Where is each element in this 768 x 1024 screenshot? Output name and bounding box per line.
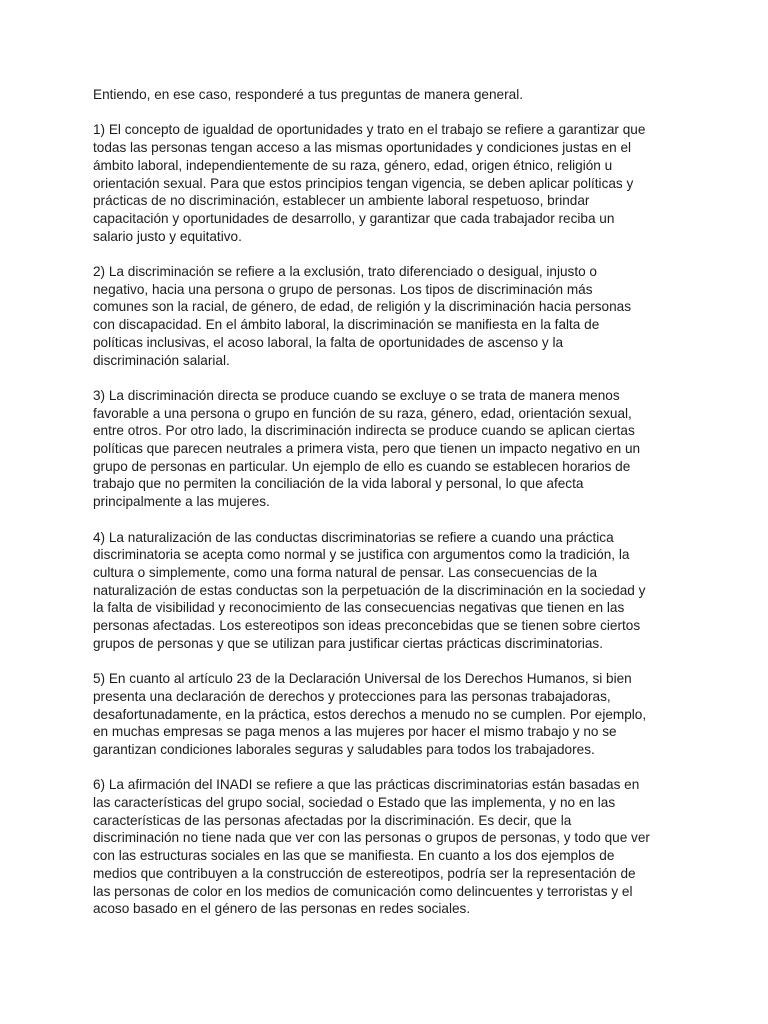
answer-paragraph-1: 1) El concepto de igualdad de oportunidades y trato en el trabajo se refiere a garantizar que todas las personas tengan acceso a las mismas oportunidades y condiciones justas en el ámbito laboral, independientemente de su raza, género, edad, origen étnico, religión u orientación sexual. Para que estos principios tengan vigencia, se deben aplicar políticas y prácticas de no discriminación, establecer un ambiente laboral respetuoso, brindar capacitación y oportunidades de desarrollo, y garantizar que cada trabajador reciba un salario justo y equitativo. [93, 122, 646, 244]
intro-paragraph: Entiendo, en ese caso, responderé a tus preguntas de manera general. [93, 87, 524, 102]
answer-paragraph-6: 6) La afirmación del INADI se refiere a que las prácticas discriminatorias están basadas en las características del grupo social, sociedad o Estado que las implementa, y no en las características de las personas afectadas por la discriminación. Es decir, que la discriminación no tiene nada que ver con las personas o grupos de personas, y todo que ver con las estructuras sociales en las que se manifiesta. En cuanto a los dos ejemplos de medios que contribuyen a la construcción de estereotipos, podría ser la representación de las personas de color en los medios de comunicación como delincuentes y terroristas y el acoso basado en el género de las personas en redes sociales. [93, 777, 650, 917]
answer-paragraph-2: 2) La discriminación se refiere a la exclusión, trato diferenciado o desigual, injusto o negativo, hacia una persona o grupo de personas. Los tipos de discriminación más comunes son la racial, de género, de edad, de religión y la discriminación hacia personas con discapacidad. En el ámbito laboral, la discriminación se manifiesta en la falta de políticas inclusivas, el acoso laboral, la falta de oportunidades de ascenso y la discriminación salarial. [93, 264, 632, 368]
answer-paragraph-5: 5) En cuanto al artículo 23 de la Declaración Universal de los Derechos Humanos, si bien presenta una declaración de derechos y protecciones para las personas trabajadoras, desafortunadamente, en la práctica, estos derechos a menudo no se cumplen. Por ejemplo, en muchas empresas se paga menos a las mujeres por hacer el mismo trabajo y no se garantizan condiciones laborales seguras y saludables para todos los trabajadores. [93, 671, 647, 757]
document-body [93, 86, 683, 936]
answer-paragraph-3: 3) La discriminación directa se produce cuando se excluye o se trata de manera menos favorable a una persona o grupo en función de su raza, género, edad, orientación sexual, entre otros. Por otro lado, la discriminación indirecta se produce cuando se aplican ciertas políticas que parecen neutrales a primera vista, pero que tienen un impacto negativo en un grupo de personas en particular. Un ejemplo de ello es cuando se establecen horarios de trabajo que no permiten la conciliación de la vida laboral y personal, lo que afecta principalmente a las mujeres. [93, 387, 641, 510]
answer-paragraph-4: 4) La naturalización de las conductas discriminatorias se refiere a cuando una práctica discriminatoria se acepta como normal y se justifica con argumentos como la tradición, la cultura o simplemente, como una forma natural de pensar. Las consecuencias de la naturalización de estas conductas son la perpetuación de la discriminación en la sociedad y la falta de visibilidad y reconocimiento de las consecuencias negativas que tienen en las personas afectadas. Los estereotipos son ideas preconcebidas que se tienen sobre ciertos grupos de personas y que se utilizan para justificar ciertas prácticas discriminatorias. [93, 529, 646, 651]
